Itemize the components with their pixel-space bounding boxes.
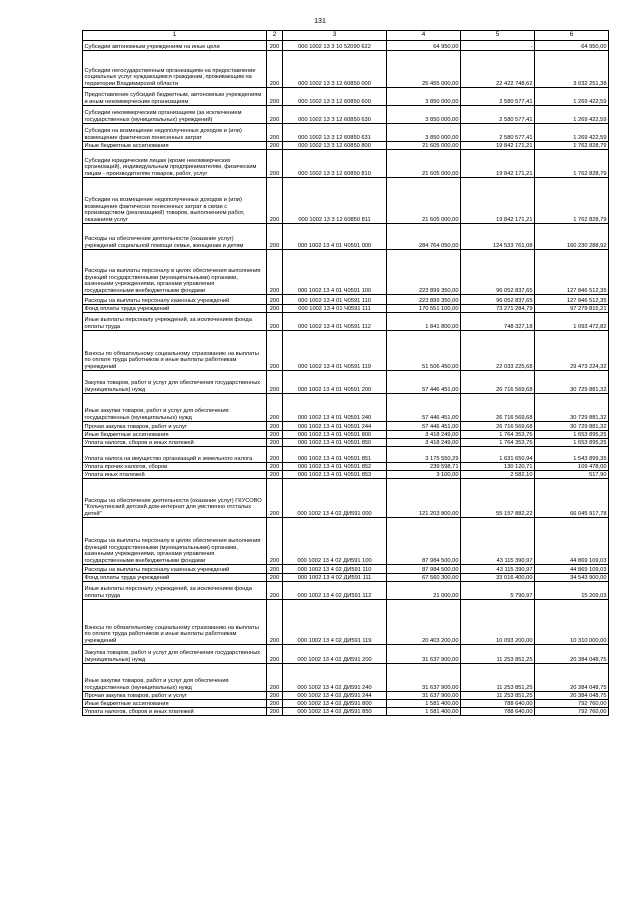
unexecuted-amount: 97 279 815,21 <box>535 305 609 313</box>
unexecuted-amount: 30 729 881,32 <box>535 371 609 394</box>
unexecuted-amount: 10 310 000,00 <box>535 600 609 645</box>
table-row <box>83 574 609 582</box>
line-code: 200 <box>267 447 283 463</box>
budget-class-code: 000 1002 13 3 12 60850 630 <box>283 106 387 124</box>
unexecuted-amount: 15 209,03 <box>535 582 609 600</box>
budget-class-code: 000 1002 13 3 12 60850 000 <box>283 51 387 88</box>
line-code: 200 <box>267 250 283 295</box>
approved-amount: 239 598,71 <box>387 463 461 471</box>
line-code: 200 <box>267 150 283 178</box>
executed-amount: 11 253 851,25 <box>461 692 535 700</box>
approved-amount: 3 850 000,00 <box>387 88 461 106</box>
executed-amount: 1 631 650,94 <box>461 447 535 463</box>
table-row <box>83 700 609 708</box>
executed-amount: 2 580 577,41 <box>461 106 535 124</box>
budget-class-code: 000 1002 13 4 01 Ч0591 240 <box>283 394 387 422</box>
line-code: 200 <box>267 439 283 447</box>
executed-amount: 11 253 851,25 <box>461 664 535 692</box>
approved-amount: 20 403 200,00 <box>387 600 461 645</box>
budget-class-code: 000 1002 13 4 02 ДИ591 111 <box>283 574 387 582</box>
line-code: 200 <box>267 422 283 431</box>
column-header: 5 <box>461 31 535 41</box>
executed-amount: 11 253 851,25 <box>461 645 535 664</box>
approved-amount: 31 637 900,00 <box>387 692 461 700</box>
unexecuted-amount: 1 762 828,79 <box>535 142 609 150</box>
row-label: Расходы на выплаты персоналу казенных учреждений <box>83 295 267 305</box>
unexecuted-amount: 1 653 895,25 <box>535 439 609 447</box>
column-header: 3 <box>283 31 387 41</box>
executed-amount: 43 115 390,97 <box>461 565 535 574</box>
budget-class-code: 000 1002 13 4 01 Ч0591 112 <box>283 313 387 331</box>
line-code: 200 <box>267 463 283 471</box>
budget-class-code: 000 1002 13 3 12 60850 631 <box>283 124 387 142</box>
executed-amount: 1 764 353,75 <box>461 431 535 439</box>
unexecuted-amount: 44 869 109,03 <box>535 565 609 574</box>
budget-class-code: 000 1002 13 3 12 60850 810 <box>283 150 387 178</box>
unexecuted-amount: 792 760,00 <box>535 708 609 716</box>
budget-execution-table <box>82 30 609 716</box>
executed-amount: 19 842 171,21 <box>461 178 535 224</box>
row-label: Уплата налогов, сборов и иных платежей <box>83 439 267 447</box>
row-label: Фонд оплаты труда учреждений <box>83 305 267 313</box>
executed-amount: 19 842 171,21 <box>461 150 535 178</box>
executed-amount: - <box>461 41 535 51</box>
executed-amount: 26 716 569,68 <box>461 371 535 394</box>
approved-amount: 3 850 000,00 <box>387 106 461 124</box>
unexecuted-amount: 20 384 048,75 <box>535 692 609 700</box>
approved-amount: 3 850 000,00 <box>387 124 461 142</box>
budget-class-code: 000 1002 13 3 10 52090 622 <box>283 41 387 51</box>
approved-amount: 3 175 550,29 <box>387 447 461 463</box>
table-row <box>83 582 609 600</box>
row-label: Закупка товаров, работ и услуг для обеспечения государственных (муниципальных) нужд <box>83 645 267 664</box>
row-label: Субсидии на возмещение недополученных доходов и (или) возмещение фактически понесенных затрат в связи с производством (реализацией) товаров, выполнением работ, оказанием услуг <box>83 178 267 224</box>
approved-amount: 21 605 000,00 <box>387 150 461 178</box>
approved-amount: 1 581 400,00 <box>387 700 461 708</box>
table-row <box>83 394 609 422</box>
unexecuted-amount: 160 230 288,92 <box>535 224 609 250</box>
budget-class-code: 000 1002 13 4 02 ДИ591 112 <box>283 582 387 600</box>
row-label: Расходы на выплаты персоналу в целях обеспечения выполнения функций государственными (муниципальными) органами, казенными учреждениями, органами управления государственными внебюджетными фондами <box>83 250 267 295</box>
approved-amount: 87 984 500,00 <box>387 518 461 565</box>
budget-class-code: 000 1002 13 4 02 ДИ591 800 <box>283 700 387 708</box>
unexecuted-amount: 1 653 895,25 <box>535 431 609 439</box>
budget-class-code: 000 1002 13 4 02 ДИ591 240 <box>283 664 387 692</box>
unexecuted-amount: 109 478,00 <box>535 463 609 471</box>
executed-amount: 1 764 353,75 <box>461 439 535 447</box>
row-label: Расходы на выплаты персоналу казенных учреждений <box>83 565 267 574</box>
executed-amount: 10 093 200,00 <box>461 600 535 645</box>
budget-class-code: 000 1002 13 4 02 ДИ591 110 <box>283 565 387 574</box>
approved-amount: 170 551 100,00 <box>387 305 461 313</box>
line-code: 200 <box>267 224 283 250</box>
approved-amount: 3 418 249,00 <box>387 439 461 447</box>
row-label: Иные бюджетные ассигнования <box>83 142 267 150</box>
row-label: Иные закупки товаров, работ и услуг для обеспечения государственных (муниципальных) нужд <box>83 394 267 422</box>
budget-class-code: 000 1002 13 3 12 60850 800 <box>283 142 387 150</box>
line-code: 200 <box>267 692 283 700</box>
row-label: Субсидии негосударственным организациям на предоставление социальных услуг нуждающимся гражданам, проживающим на территории Владимирской области <box>83 51 267 88</box>
budget-class-code: 000 1002 13 4 01 Ч0591 110 <box>283 295 387 305</box>
approved-amount: 3 100,00 <box>387 471 461 479</box>
row-label: Расходы на обеспечение деятельности (оказание услуг) учреждений социальной помощи семье, женщинам и детям <box>83 224 267 250</box>
approved-amount: 223 899 350,00 <box>387 250 461 295</box>
executed-amount: 96 052 837,65 <box>461 295 535 305</box>
row-label: Иные выплаты персоналу учреждений, за исключением фонда оплаты труда <box>83 582 267 600</box>
table-row <box>83 51 609 88</box>
approved-amount: 51 506 450,00 <box>387 331 461 371</box>
table-row <box>83 664 609 692</box>
column-header: 1 <box>83 31 267 41</box>
approved-amount: 87 984 500,00 <box>387 565 461 574</box>
executed-amount: 43 115 390,97 <box>461 518 535 565</box>
row-label: Прочая закупка товаров, работ и услуг <box>83 692 267 700</box>
line-code: 200 <box>267 431 283 439</box>
table-row <box>83 305 609 313</box>
executed-amount: 788 640,00 <box>461 708 535 716</box>
table-row <box>83 422 609 431</box>
line-code: 200 <box>267 88 283 106</box>
line-code: 200 <box>267 479 283 518</box>
approved-amount: 21 605 000,00 <box>387 178 461 224</box>
line-code: 200 <box>267 664 283 692</box>
table-row <box>83 331 609 371</box>
row-label: Иные закупки товаров, работ и услуг для обеспечения государственных (муниципальных) нужд <box>83 664 267 692</box>
executed-amount: 5 790,97 <box>461 582 535 600</box>
table-row <box>83 431 609 439</box>
unexecuted-amount: 517,90 <box>535 471 609 479</box>
column-header: 2 <box>267 31 283 41</box>
executed-amount: 55 157 882,22 <box>461 479 535 518</box>
unexecuted-amount: 1 762 828,79 <box>535 150 609 178</box>
budget-class-code: 000 1002 13 4 02 ДИ591 200 <box>283 645 387 664</box>
executed-amount: 26 716 569,68 <box>461 422 535 431</box>
column-header: 4 <box>387 31 461 41</box>
unexecuted-amount: 1 269 422,59 <box>535 124 609 142</box>
approved-amount: 67 560 300,00 <box>387 574 461 582</box>
executed-amount: 788 640,00 <box>461 700 535 708</box>
unexecuted-amount: 1 269 422,59 <box>535 88 609 106</box>
unexecuted-amount: 44 869 109,03 <box>535 518 609 565</box>
table-row <box>83 371 609 394</box>
unexecuted-amount: 20 384 048,75 <box>535 664 609 692</box>
table-row <box>83 142 609 150</box>
table-row <box>83 41 609 51</box>
table-row <box>83 692 609 700</box>
approved-amount: 25 455 000,00 <box>387 51 461 88</box>
executed-amount: 124 533 761,08 <box>461 224 535 250</box>
unexecuted-amount: 3 032 251,38 <box>535 51 609 88</box>
approved-amount: 1 581 400,00 <box>387 708 461 716</box>
line-code: 200 <box>267 371 283 394</box>
line-code: 200 <box>267 305 283 313</box>
line-code: 200 <box>267 142 283 150</box>
row-label: Субсидии некоммерческим организациям (за исключением государственных (муниципальных) учреждений) <box>83 106 267 124</box>
unexecuted-amount: 34 543 900,00 <box>535 574 609 582</box>
line-code: 200 <box>267 600 283 645</box>
budget-class-code: 000 1002 13 4 01 Ч0591 800 <box>283 431 387 439</box>
row-label: Уплата налогов, сборов и иных платежей <box>83 708 267 716</box>
budget-class-code: 000 1002 13 4 01 Ч0591 100 <box>283 250 387 295</box>
row-label: Предоставление субсидий бюджетным, автономным учреждениям и иным некоммерческим организациям <box>83 88 267 106</box>
budget-class-code: 000 1002 13 3 12 60850 811 <box>283 178 387 224</box>
row-label: Расходы на обеспечение деятельности (оказание услуг) ГКУСОВО "Кольчугинский детский дом-интернат для умственно отсталых детей" <box>83 479 267 518</box>
table-header-row <box>83 31 609 41</box>
budget-class-code: 000 1002 13 4 01 Ч0591 200 <box>283 371 387 394</box>
budget-class-code: 000 1002 13 4 02 ДИ591 119 <box>283 600 387 645</box>
line-code: 200 <box>267 51 283 88</box>
row-label: Субсидии на возмещение недополученных доходов и (или) возмещение фактически понесенных затрат <box>83 124 267 142</box>
unexecuted-amount: 20 384 048,75 <box>535 645 609 664</box>
approved-amount: 21 000,00 <box>387 582 461 600</box>
line-code: 200 <box>267 124 283 142</box>
approved-amount: 121 203 800,00 <box>387 479 461 518</box>
line-code: 200 <box>267 178 283 224</box>
unexecuted-amount: 792 760,00 <box>535 700 609 708</box>
line-code: 200 <box>267 394 283 422</box>
executed-amount: 2 580 577,41 <box>461 88 535 106</box>
row-label: Уплата иных платежей <box>83 471 267 479</box>
table-row <box>83 150 609 178</box>
budget-class-code: 000 1002 13 4 01 Ч0591 852 <box>283 463 387 471</box>
row-label: Расходы на выплаты персоналу в целях обеспечения выполнения функций государственными (муниципальными) органами, казенными учреждениями, органами управления государственными внебюджетными фондами <box>83 518 267 565</box>
column-header: 6 <box>535 31 609 41</box>
budget-class-code: 000 1002 13 4 02 ДИ591 244 <box>283 692 387 700</box>
table-row <box>83 600 609 645</box>
unexecuted-amount: 66 045 917,78 <box>535 479 609 518</box>
executed-amount: 2 580 577,41 <box>461 124 535 142</box>
budget-class-code: 000 1002 13 4 02 ДИ591 100 <box>283 518 387 565</box>
executed-amount: 33 016 400,00 <box>461 574 535 582</box>
line-code: 200 <box>267 41 283 51</box>
executed-amount: 130 120,71 <box>461 463 535 471</box>
table-row <box>83 479 609 518</box>
executed-amount: 748 327,18 <box>461 313 535 331</box>
row-label: Иные выплаты персоналу учреждений, за исключением фонда оплаты труда <box>83 313 267 331</box>
approved-amount: 3 418 249,00 <box>387 431 461 439</box>
line-code: 200 <box>267 295 283 305</box>
line-code: 200 <box>267 574 283 582</box>
approved-amount: 21 605 000,00 <box>387 142 461 150</box>
table-row <box>83 178 609 224</box>
executed-amount: 19 842 171,21 <box>461 142 535 150</box>
page-number: 131 <box>314 18 326 25</box>
table-row <box>83 447 609 463</box>
budget-class-code: 000 1002 13 4 02 ДИ591 850 <box>283 708 387 716</box>
row-label: Прочая закупка товаров, работ и услуг <box>83 422 267 431</box>
budget-class-code: 000 1002 13 4 01 Ч0591 850 <box>283 439 387 447</box>
budget-class-code: 000 1002 13 4 01 Ч0591 244 <box>283 422 387 431</box>
table-row <box>83 463 609 471</box>
executed-amount: 73 271 284,79 <box>461 305 535 313</box>
approved-amount: 57 446 451,00 <box>387 422 461 431</box>
row-label: Иные бюджетные ассигнования <box>83 700 267 708</box>
approved-amount: 57 446 451,00 <box>387 371 461 394</box>
table-row <box>83 708 609 716</box>
line-code: 200 <box>267 331 283 371</box>
table-row <box>83 565 609 574</box>
row-label: Субсидии автономным учреждениям на иные цели <box>83 41 267 51</box>
line-code: 200 <box>267 582 283 600</box>
budget-class-code: 000 1002 13 3 12 60850 600 <box>283 88 387 106</box>
line-code: 200 <box>267 518 283 565</box>
table-row <box>83 250 609 295</box>
row-label: Взносы по обязательному социальному страхованию на выплаты по оплате труда работников и иные выплаты работникам учреждений <box>83 600 267 645</box>
table-row <box>83 313 609 331</box>
line-code: 200 <box>267 313 283 331</box>
unexecuted-amount: 1 093 472,82 <box>535 313 609 331</box>
line-code: 200 <box>267 106 283 124</box>
table-row <box>83 124 609 142</box>
unexecuted-amount: 29 473 224,32 <box>535 331 609 371</box>
row-label: Субсидии юридическим лицам (кроме некоммерческих организаций), индивидуальным предпринимателям, физическим лицам - производителям товаров, работ, услуг <box>83 150 267 178</box>
budget-class-code: 000 1002 13 4 01 Ч0591 853 <box>283 471 387 479</box>
line-code: 200 <box>267 645 283 664</box>
unexecuted-amount: 30 729 881,32 <box>535 394 609 422</box>
executed-amount: 26 716 569,68 <box>461 394 535 422</box>
table-row <box>83 88 609 106</box>
unexecuted-amount: 1 269 422,59 <box>535 106 609 124</box>
line-code: 200 <box>267 700 283 708</box>
table-row <box>83 295 609 305</box>
row-label: Фонд оплаты труда учреждений <box>83 574 267 582</box>
budget-class-code: 000 1002 13 4 01 Ч0591 111 <box>283 305 387 313</box>
unexecuted-amount: 127 846 512,35 <box>535 250 609 295</box>
line-code: 200 <box>267 565 283 574</box>
table-row <box>83 645 609 664</box>
budget-class-code: 000 1002 13 4 01 Ч0591 000 <box>283 224 387 250</box>
line-code: 200 <box>267 471 283 479</box>
approved-amount: 57 446 451,00 <box>387 394 461 422</box>
row-label: Взносы по обязательному социальному страхованию на выплаты по оплате труда работников и иные выплаты работникам учреждений <box>83 331 267 371</box>
table-row <box>83 224 609 250</box>
unexecuted-amount: 64 950,00 <box>535 41 609 51</box>
approved-amount: 223 899 350,00 <box>387 295 461 305</box>
table-row <box>83 471 609 479</box>
budget-class-code: 000 1002 13 4 01 Ч0591 119 <box>283 331 387 371</box>
line-code: 200 <box>267 708 283 716</box>
budget-class-code: 000 1002 13 4 02 ДИ591 000 <box>283 479 387 518</box>
unexecuted-amount: 127 846 512,35 <box>535 295 609 305</box>
table-row <box>83 439 609 447</box>
budget-class-code: 000 1002 13 4 01 Ч0591 851 <box>283 447 387 463</box>
executed-amount: 22 422 748,62 <box>461 51 535 88</box>
unexecuted-amount: 30 729 881,32 <box>535 422 609 431</box>
row-label: Закупка товаров, работ и услуг для обеспечения государственных (муниципальных) нужд <box>83 371 267 394</box>
table-row <box>83 518 609 565</box>
executed-amount: 96 052 837,65 <box>461 250 535 295</box>
approved-amount: 284 764 050,00 <box>387 224 461 250</box>
row-label: Уплата прочих налогов, сборов <box>83 463 267 471</box>
approved-amount: 64 950,00 <box>387 41 461 51</box>
table-row <box>83 106 609 124</box>
executed-amount: 2 582,10 <box>461 471 535 479</box>
approved-amount: 31 637 900,00 <box>387 664 461 692</box>
row-label: Уплата налога на имущество организаций и земельного налога <box>83 447 267 463</box>
approved-amount: 1 841 800,00 <box>387 313 461 331</box>
approved-amount: 31 637 900,00 <box>387 645 461 664</box>
row-label: Иные бюджетные ассигнования <box>83 431 267 439</box>
unexecuted-amount: 1 762 828,79 <box>535 178 609 224</box>
executed-amount: 22 033 225,68 <box>461 331 535 371</box>
unexecuted-amount: 1 543 899,35 <box>535 447 609 463</box>
